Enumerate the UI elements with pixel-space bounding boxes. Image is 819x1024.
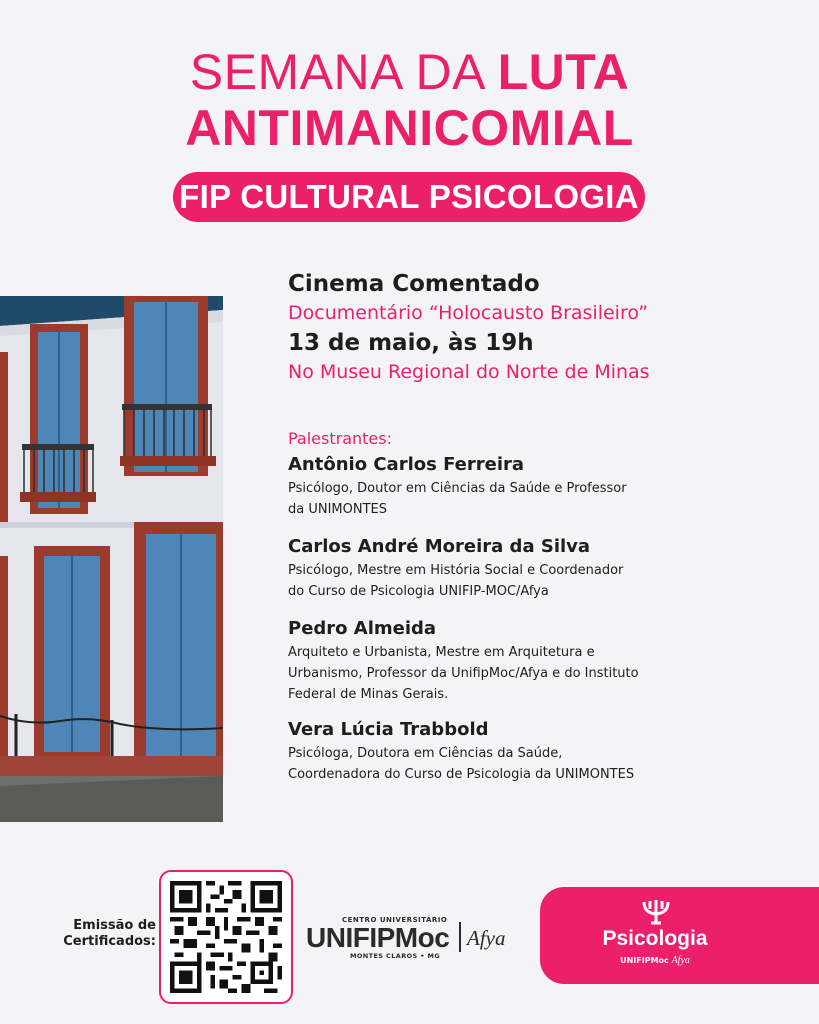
title-line-1 [0, 44, 819, 100]
speaker-description: Psicólogo, Doutor em Ciências da Saúde e Professor da UNIMONTES [288, 481, 627, 517]
qr-code-icon [170, 881, 282, 993]
logo-divider [459, 922, 461, 952]
event-location: No Museu Regional do Norte de Minas [288, 361, 650, 383]
speaker-item [288, 452, 788, 520]
building-photo [0, 296, 223, 822]
speaker-item [288, 534, 788, 602]
event-info [288, 268, 808, 386]
speaker-name: Antônio Carlos Ferreira [288, 454, 525, 475]
speakers-section [288, 428, 788, 785]
logo-main-text: UNIFIPMoc [306, 922, 450, 953]
speaker-description: Arquiteto e Urbanista, Mestre em Arquitetura e Urbanismo, Professor da UnifipMoc/Afya e do Instituto Federal de Minas Gerais. [288, 645, 639, 702]
speakers-label: Palestrantes: [288, 429, 392, 448]
event-name: Cinema Comentado [288, 271, 540, 297]
afya-logo-text: Afya [467, 926, 506, 950]
badge-title: Psicologia [602, 927, 708, 950]
subtitle-pill: FIP CULTURAL PSICOLOGIA [173, 172, 645, 222]
psicologia-badge [540, 887, 819, 984]
badge-sub-partner: Afya [671, 955, 690, 966]
title-bold: LUTA [497, 44, 630, 100]
speaker-item [288, 616, 788, 705]
certificate-qr-code[interactable] [159, 870, 293, 1004]
title-line-2: ANTIMANICOMIAL [185, 100, 634, 156]
logo-top-text: CENTRO UNIVERSITÁRIO [342, 916, 448, 924]
badge-sub-main: UNIFIPMoc [620, 956, 669, 965]
unifipmoc-logo [306, 914, 526, 964]
speaker-name: Vera Lúcia Trabbold [288, 719, 489, 740]
badge-subtitle [540, 955, 770, 966]
speaker-description: Psicólogo, Mestre em História Social e Coordenador do Curso de Psicologia UNIFIP-MOC/Afya [288, 563, 624, 599]
psi-icon [642, 899, 670, 925]
event-date-time: 13 de maio, às 19h [288, 330, 534, 356]
speaker-name: Carlos André Moreira da Silva [288, 536, 591, 557]
certificate-label: Emissão de Certificados: [63, 918, 156, 949]
event-documentary: Documentário “Holocausto Brasileiro” [288, 302, 649, 324]
title-light: SEMANA DA [189, 44, 498, 100]
speaker-name: Pedro Almeida [288, 618, 437, 639]
event-title-block [0, 44, 819, 156]
speaker-item [288, 717, 788, 785]
speaker-description: Psicóloga, Doutora em Ciências da Saúde, Coordenadora do Curso de Psicologia da UNIMONTES [288, 746, 635, 782]
logo-bottom-text: MONTES CLAROS • MG [350, 952, 441, 960]
